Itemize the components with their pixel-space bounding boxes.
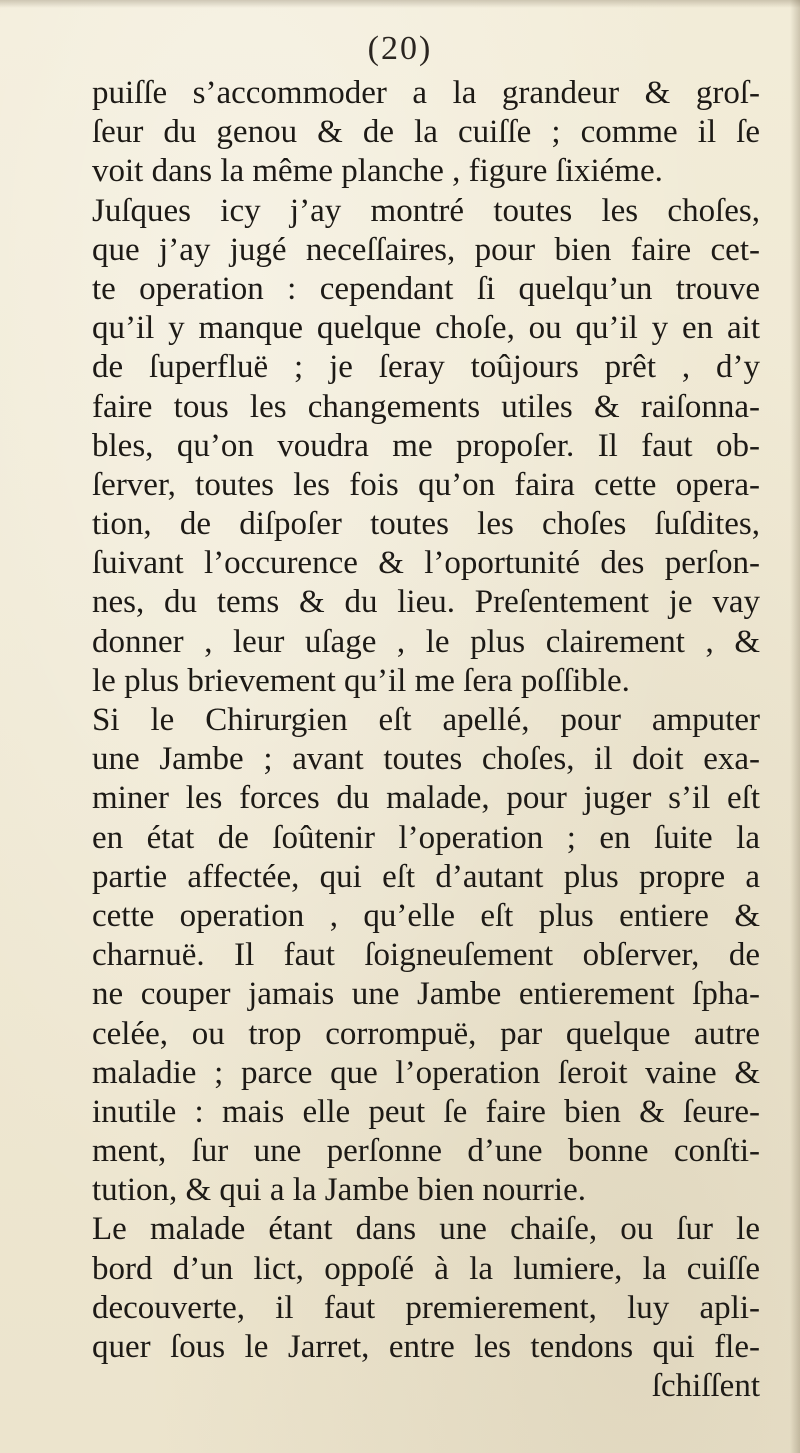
text-line: te operation : cependant ſi quelqu’un trouve [92, 270, 760, 307]
text-line: bord d’un lict, oppoſé à la lumiere, la cuiſſe [92, 1250, 760, 1287]
text-line: ſeur du genou & de la cuiſſe ; comme il ſe [92, 114, 760, 151]
text-line: maladie ; parce que l’operation ſeroit vaine & [92, 1054, 760, 1091]
text-line: inutile : mais elle peut ſe faire bien & ſeure- [92, 1093, 760, 1130]
text-line: Le malade étant dans une chaiſe, ou ſur le [92, 1211, 760, 1248]
text-line: nes, du tems & du lieu. Preſentement je vay [92, 584, 760, 621]
page-top-edge [0, 0, 800, 8]
catchword: ſchiſſent [651, 1368, 760, 1405]
text-line: voit dans la même planche , figure ſixiéme. [92, 153, 663, 190]
text-line: miner les forces du malade, pour juger s’il eſt [92, 780, 760, 817]
body-text [92, 74, 760, 1406]
text-line: faire tous les changements utiles & raiſonna- [92, 388, 760, 425]
page-number: (20) [367, 30, 433, 67]
text-line: celée, ou trop corrompuë, par quelque autre [92, 1015, 760, 1052]
text-line: Si le Chirurgien eſt apellé, pour amputer [92, 702, 760, 738]
text-line: ſerver, toutes les fois qu’on faira cette opera- [92, 466, 760, 503]
text-line: decouverte, il faut premierement, luy apli- [92, 1289, 760, 1326]
text-line: ne couper jamais une Jambe entierement ſpha- [92, 976, 760, 1013]
page-right-edge [790, 0, 800, 1453]
text-line: en état de ſoûtenir l’operation ; en ſuite la [92, 819, 760, 856]
text-line: de ſuperfluë ; je ſeray toûjours prêt , d’y [92, 349, 760, 386]
text-line: puiſſe s’accommoder a la grandeur & groſ- [92, 75, 760, 111]
text-line: ſuivant l’occurence & l’oportunité des perſon- [92, 545, 760, 582]
text-line: que j’ay jugé neceſſaires, pour bien faire cet- [92, 231, 760, 268]
text-line: charnuë. Il faut ſoigneuſement obſerver, de [92, 937, 760, 974]
text-line: cette operation , qu’elle eſt plus entiere & [92, 897, 760, 934]
text-line: bles, qu’on voudra me propoſer. Il faut ob- [92, 427, 760, 464]
text-line: quer ſous le Jarret, entre les tendons qui fle- [92, 1329, 760, 1365]
text-line: le plus brievement qu’il me ſera poſſible. [92, 662, 630, 699]
text-line: tution, & qui a la Jambe bien nourrie. [92, 1172, 586, 1209]
text-line: donner , leur uſage , le plus clairement , & [92, 623, 760, 660]
text-line: ment, ſur une perſonne d’une bonne conſti- [92, 1133, 760, 1170]
text-line: une Jambe ; avant toutes choſes, il doit exa- [92, 741, 760, 778]
text-line: tion, de diſpoſer toutes les choſes ſuſdites, [92, 506, 760, 543]
text-line: qu’il y manque quelque choſe, ou qu’il y en ait [92, 310, 760, 347]
text-line: partie affectée, qui eſt d’autant plus propre a [92, 858, 760, 895]
text-line: Juſques icy j’ay montré toutes les choſes, [92, 192, 760, 229]
